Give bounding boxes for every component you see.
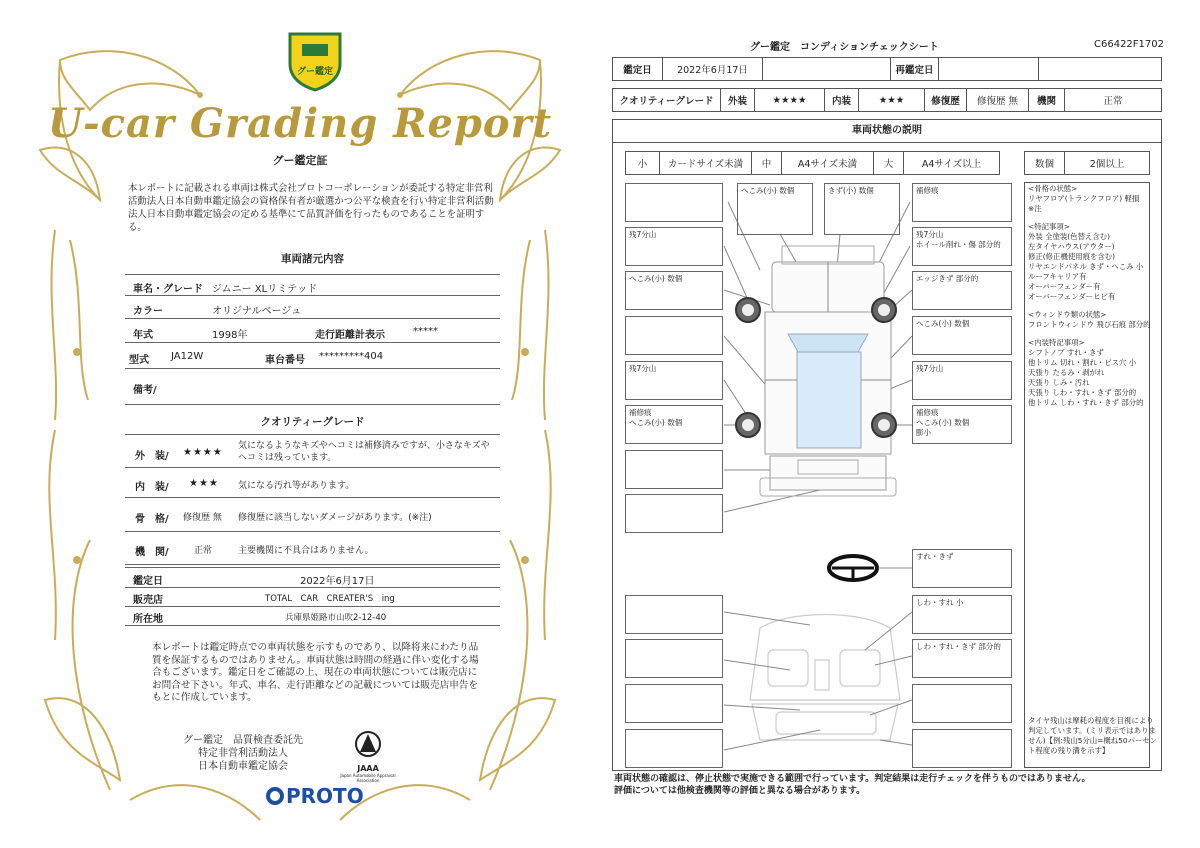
note-box-left-4 xyxy=(625,316,723,355)
note-box-left-8 xyxy=(625,494,723,533)
color-value: オリジナルベージュ xyxy=(212,306,302,317)
goo-kantei-badge xyxy=(284,30,346,92)
spec-row-name: 車名・グレード ジムニー XLリミテッド xyxy=(125,274,500,296)
model-value: JA12W xyxy=(171,351,204,362)
spec-section-title: 車両諸元内容 xyxy=(281,253,344,265)
organization-block: グー鑑定 品質検査委託先 特定非営利活動法人 日本自動車鑑定協会 xyxy=(183,735,303,772)
state-title: 車両状態の説明 xyxy=(612,119,1162,143)
note-box-top-2: きず(小) 数個 xyxy=(824,183,900,235)
note-box-left-3: へこみ(小) 数個 xyxy=(625,271,723,310)
sheet-title: グー鑑定 コンディションチェックシート xyxy=(750,42,939,53)
jaaa-emblem-icon xyxy=(354,730,382,760)
grade-table: クオリティーグレード 外装 ★★★★ 内装 ★★★ 修復歴 修復歴 無 機関 正常 xyxy=(612,88,1162,112)
note-box-int-left-2 xyxy=(625,639,723,678)
note-box-int-left-4 xyxy=(625,729,723,768)
date-table: 鑑定日 2022年6月17日 再鑑定日 xyxy=(612,57,1162,81)
note-box-steering: すれ・きず xyxy=(912,549,1012,588)
quality-row-exterior: 外 装/ ★★★★ 気になるようなキズやヘコミは補修済みですが、小さなキズやヘコミは残っています。 xyxy=(125,434,500,468)
sheet-history: 修復歴 無 xyxy=(967,89,1029,112)
spec-row-model: 型式 JA12W 車台番号 *********404 xyxy=(125,343,500,369)
year-value: 1998年 xyxy=(212,330,248,341)
condition-check-sheet xyxy=(600,0,1200,848)
disclaimer-text: 本レポートは鑑定時点での車両状態を示すものであり、以降将来にわたり品質を保証するものではありません。車両状態は時間の経過に伴い変化する場合もございます。鑑定日をご確認の上、現在の車両状態については販売店にお問合せ下さい。年式、車名、走行距離などの記載については販売店申告をもとに作成しています。 xyxy=(152,642,479,703)
spec-row-year: 年式 1998年 走行距離計表示 ***** xyxy=(125,319,500,343)
info-row-date: 鑑定日 2022年6月17日 xyxy=(125,567,500,588)
note-box-left-1 xyxy=(625,183,723,222)
appraisal-date: 2022年6月17日 xyxy=(300,576,375,587)
note-box-right-2: 残7分山 ホイール削れ・傷 部分的 xyxy=(912,227,1012,266)
note-box-right-1: 補修痕 xyxy=(912,183,1012,222)
note-box-right-5: 残7分山 xyxy=(912,361,1012,400)
tire-note: タイヤ残山は摩耗の程度を目視により判定しています。(ミリ表示ではありません)【例:残山5分山=概ね50パーセント程度の残り溝を示す】 xyxy=(1028,716,1157,755)
dealer-address: 兵庫県姫路市山吹2-12-40 xyxy=(285,613,387,623)
spec-row-remarks: 備考/ xyxy=(125,369,500,405)
count-legend-table: 数個 2個以上 xyxy=(1024,151,1150,175)
odometer-value: ***** xyxy=(413,326,438,337)
jaaa-logo: JAAA Japan Automobile Appraisal Association xyxy=(338,730,398,785)
sheet-engine: 正常 xyxy=(1065,89,1162,112)
reinspect-date xyxy=(939,58,1039,81)
badge-text: グー鑑定 xyxy=(296,67,334,77)
note-box-int-left-3 xyxy=(625,684,723,723)
frame-grade: 修復歴 無 xyxy=(183,513,222,523)
bottom-note: 車両状態の確認は、停止状態で実施できる範囲で行っています。判定結果は走行チェックを伴うものではありません。 評価については他検査機関等の評価と異なる場合があります。 xyxy=(614,774,1091,796)
size-legend-table: 小 カードサイズ未満 中 A4サイズ未満 大 A4サイズ以上 xyxy=(625,151,1000,175)
quality-section-title: クオリティーグレード xyxy=(260,416,365,428)
interior-grade: ★★★ xyxy=(189,478,219,489)
note-box-int-right-2: しわ・すれ・きず 部分的 xyxy=(912,639,1012,678)
intro-text: 本レポートに記載される車両は株式会社プロトコーポレーションが委託する特定非営利活動法人日本自動車鑑定協会の資格保有者が厳選かつ公平な検査を行い特定非営利活動法人日本自動車鑑定協会の定める基準にて品質評価を行ったものであることを証明する。 xyxy=(128,183,494,233)
note-box-right-3: エッジきず 部分的 xyxy=(912,271,1012,310)
proto-mark-icon xyxy=(266,787,284,805)
sheet-date: 2022年6月17日 xyxy=(663,58,763,81)
dealer-name: TOTAL CAR CREATER'S ing xyxy=(265,594,395,604)
info-row-address: 所在地 兵庫県姫路市山吹2-12-40 xyxy=(125,607,500,626)
sheet-id: C66422F1702 xyxy=(1094,39,1164,50)
proto-logo: PROTO xyxy=(266,784,364,808)
note-box-top-1: へこみ(小) 数個 xyxy=(737,183,813,235)
quality-row-frame: 骨 格/ 修復歴 無 修復歴に該当しないダメージがあります。(※注) xyxy=(125,498,500,532)
note-box-int-right-4 xyxy=(912,729,1012,768)
note-box-int-right-3 xyxy=(912,684,1012,723)
note-box-left-6: 補修痕 へこみ(小) 数個 xyxy=(625,405,723,444)
sheet-exterior-grade: ★★★★ xyxy=(755,89,825,112)
note-box-right-4: へこみ(小) 数個 xyxy=(912,316,1012,355)
note-box-left-7 xyxy=(625,450,723,489)
sheet-interior-grade: ★★★ xyxy=(859,89,925,112)
script-title: U-car Grading Report xyxy=(47,100,553,147)
legend-list: <骨格の状態> リヤフロア(トランクフロア) 軽損 ※注 <特記事項> 外装 全塗装(色替え含む) 左タイヤハウス(アウター) 修正(修正機使用痕を含む) リヤエンドパネル きず・へこみ 小 ルーフキャリア有 オーバーフェンダー有 オーバーフェンダーヒビ有 <ウィンドウ類の状態> フロントウィンドウ 飛び石痕 部分的 <内装特記事項> シフトノブ すれ・きず 他トリム 切れ・割れ・ビス穴 小 天張り たるみ・剥がれ 天張り しみ・汚れ 天張り しわ・すれ・きず 部分的 他トリム しわ・すれ・きず 部分的 xyxy=(1028,184,1151,407)
certificate-title: グー鑑定証 xyxy=(272,154,328,167)
quality-row-engine: 機 関/ 正常 主要機関に不具合はありません。 xyxy=(125,532,500,565)
note-box-int-left-1 xyxy=(625,595,723,634)
note-box-int-right-1: しわ・すれ 小 xyxy=(912,595,1012,634)
note-box-right-6: 補修痕 へこみ(小) 数個 膨小 xyxy=(912,405,1012,444)
info-row-dealer: 販売店 TOTAL CAR CREATER'S ing xyxy=(125,588,500,607)
quality-row-interior: 内 装/ ★★★ 気になる汚れ等があります。 xyxy=(125,468,500,498)
car-name-value: ジムニー XLリミテッド xyxy=(212,284,318,295)
engine-grade: 正常 xyxy=(194,546,213,556)
chassis-value: *********404 xyxy=(319,351,384,362)
note-box-left-2: 残7分山 xyxy=(625,227,723,266)
note-box-left-5: 残7分山 xyxy=(625,361,723,400)
exterior-grade: ★★★★ xyxy=(183,447,223,458)
spec-row-color: カラー オリジナルベージュ xyxy=(125,296,500,319)
